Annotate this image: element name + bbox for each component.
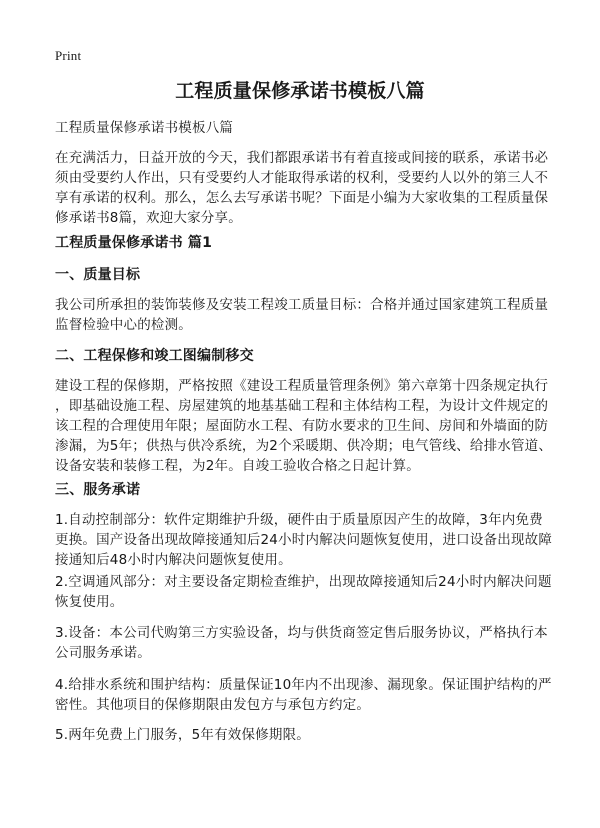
service-item: 3.设备：本公司代购第三方实验设备，均与供货商签定售后服务协议，严格执行本 公司服务承诺。 [55, 625, 548, 661]
subtitle: 工程质量保修承诺书模板八篇 [55, 120, 234, 136]
service-item: 1.自动控制部分：软件定期维护升级，硬件由于质量原因产生的故障，3年内免费 更换。国产设备出现故障接通知后24小时内解决问题恢复使用，进口设备出现故障 接通知后48小时内解决问题恢复使用。 [55, 512, 553, 568]
service-item: 2.空调通风部分：对主要设备定期检查维护，出现故障接通知后24小时内解决问题 恢复使用。 [55, 574, 552, 610]
service-item: 4.给排水系统和围护结构：质量保证10年内不出现渗、漏现象。保证围护结构的严 密性。其他项目的保修期限由发包方与承包方约定。 [55, 677, 552, 713]
intro-paragraph: 在充满活力，日益开放的今天，我们都跟承诺书有着直接或间接的联系，承诺书必 须由受要约人作出，只有受要约人才能取得承诺的权利，受要约人以外的第三人不 享有承诺的权利。那么，怎么去写承诺书呢？下面是小编为大家收集的工程质量保 修承诺书8篇，欢迎大家分享。 [55, 150, 549, 226]
print-link[interactable]: Print [55, 48, 82, 63]
heading-service: 三、服务承诺 [55, 482, 141, 498]
quality-goal-paragraph: 我公司所承担的装饰装修及安装工程竣工质量目标：合格并通过国家建筑工程质量 监督检验中心的检测。 [55, 297, 549, 333]
section-title: 工程质量保修承诺书 篇1 [55, 235, 213, 251]
service-item: 5.两年免费上门服务，5年有效保修期限。 [55, 727, 310, 743]
heading-warranty: 二、工程保修和竣工图编制移交 [55, 348, 254, 364]
page-title: 工程质量保修承诺书模板八篇 [175, 80, 425, 102]
warranty-paragraph: 建设工程的保修期，严格按照《建设工程质量管理条例》第六章第十四条规定执行 ，即基础设施工程、房屋建筑的地基基础工程和主体结构工程，为设计文件规定的 该工程的合理使用年限；屋面防水工程、有防水要求的卫生间、房间和外墙面的防 渗漏，为5年；供热与供冷系统，为2个采暖期、供冷期；电气管线、给排水管道、 设备安装和装修工程，为2年。自竣工验收合格之日起计算。 [55, 378, 553, 474]
heading-quality-goal: 一、质量目标 [55, 267, 141, 283]
